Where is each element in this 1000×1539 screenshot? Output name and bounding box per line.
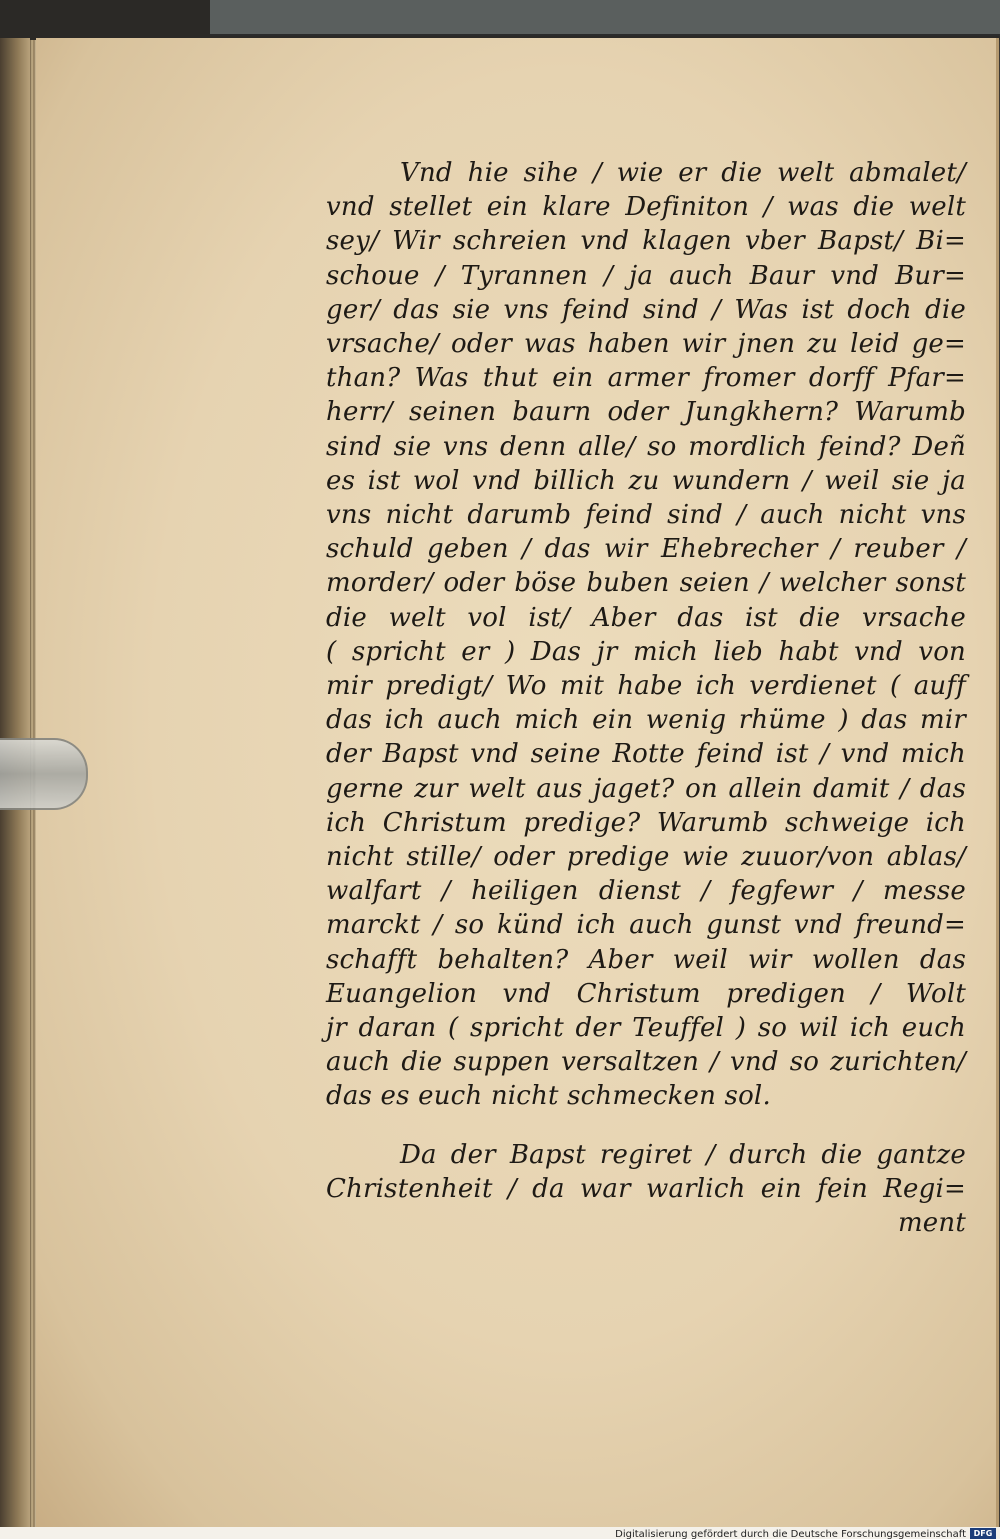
text-line: es ist wol vnd billich zu wundern / weil sie ja <box>326 465 966 496</box>
paragraph-2 <box>326 1138 966 1241</box>
text-line: herr/ seinen baurn oder Jungkhern? Warumb <box>326 397 966 428</box>
text-line: schuld geben / das wir Ehebrecher / reuber / <box>326 534 966 565</box>
dfg-logo: DFG <box>970 1528 996 1539</box>
text-line: Christenheit / da war warlich ein fein Regi= <box>326 1173 966 1204</box>
text-line: gerne zur welt aus jaget? on allein damit / das <box>326 773 966 804</box>
text-line: die welt vol ist/ Aber das ist die vrsache <box>326 602 966 633</box>
funding-credit: Digitalisierung gefördert durch die Deutsche Forschungsgemeinschaft <box>615 1529 966 1539</box>
text-line: Da der Bapst regiret / durch die gantze <box>400 1139 966 1170</box>
text-line: ich Christum predige? Warumb schweige ich <box>326 807 966 838</box>
book-cover-edge <box>210 0 1000 36</box>
text-line: schafft behalten? Aber weil wir wollen das <box>326 944 966 975</box>
page-clip <box>0 738 88 810</box>
text-line: than? Was thut ein armer fromer dorff Pfar= <box>326 363 966 394</box>
paragraph-1 <box>326 156 966 1114</box>
text-line: Vnd hie sihe / wie er die welt abmalet/ <box>400 158 966 188</box>
text-line: marckt / so künd ich auch gunst vnd freund= <box>326 910 966 941</box>
footer-bar <box>0 1527 1000 1539</box>
text-line: schoue / Tyrannen / ja auch Baur vnd Bur= <box>326 260 966 291</box>
text-line: mir predigt/ Wo mit habe ich verdienet ( auff <box>326 671 966 702</box>
text-line: sind sie vns denn alle/ so mordlich feind? Deñ <box>326 431 966 462</box>
page-text <box>326 156 966 1240</box>
text-line: Euangelion vnd Christum predigen / Wolt <box>326 978 966 1009</box>
text-line: nicht stille/ oder predige wie zuuor/von ablas/ <box>326 842 966 873</box>
text-line: vrsache/ oder was haben wir jnen zu leid ge= <box>326 329 966 360</box>
text-line: ( spricht er ) Das jr mich lieb habt vnd von <box>326 636 966 667</box>
paragraph-gap <box>326 1114 966 1138</box>
text-line: auch die suppen versaltzen / vnd so zurichten/ <box>326 1047 966 1078</box>
text-line: jr daran ( spricht der Teuffel ) so wil ich euch <box>326 1013 966 1044</box>
text-line: sey/ Wir schreien vnd klagen vber Bapst/ Bi= <box>326 226 966 257</box>
text-line: walfart / heiligen dienst / fegfewr / messe <box>326 876 966 907</box>
text-line: vns nicht darumb feind sind / auch nicht vns <box>326 500 966 531</box>
text-line: morder/ oder böse buben seien / welcher sonst <box>326 568 966 599</box>
text-line: das ich auch mich ein wenig rhüme ) das mir <box>326 705 966 736</box>
text-line: vnd stellet ein klare Definiton / was die welt <box>326 192 966 223</box>
catchword: ment <box>897 1208 966 1239</box>
text-line: das es euch nicht schmecken sol. <box>326 1081 771 1112</box>
text-line: ger/ das sie vns feind sind / Was ist doch die <box>326 294 966 325</box>
text-line: der Bapst vnd seine Rotte feind ist / vnd mich <box>326 739 966 770</box>
